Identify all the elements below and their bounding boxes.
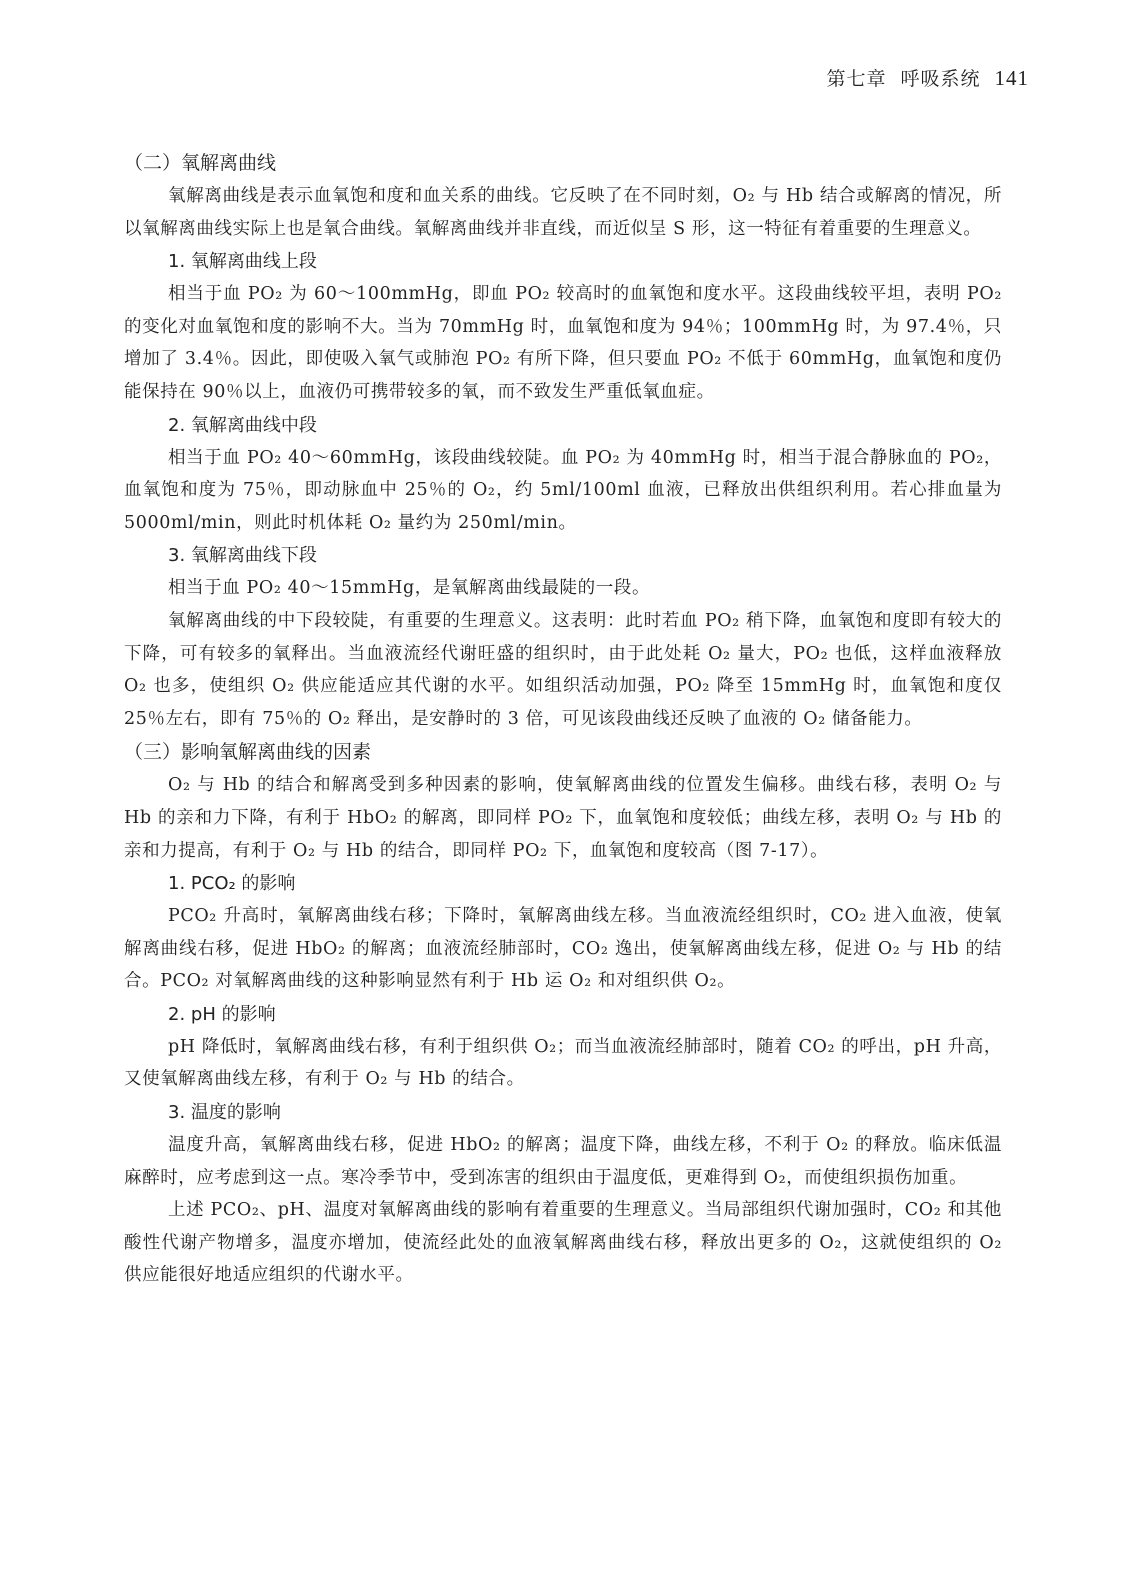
paragraph: 上述 PCO₂、pH、温度对氧解离曲线的影响有着重要的生理意义。当局部组织代谢加强时，CO₂ 和其他酸性代谢产物增多，温度亦增加，使流经此处的血液氧解离曲线右移，释放出更多的 O₂，这就使组织的 O₂ 供应能很好地适应组织的代谢水平。: [124, 1200, 1002, 1286]
page-body: [124, 146, 1002, 1292]
paragraph: PCO₂ 升高时，氧解离曲线右移；下降时，氧解离曲线左移。当血液流经组织时，CO₂ 进入血液，使氧解离曲线右移，促进 HbO₂ 的解离；血液流经肺部时，CO₂ 逸出，使氧解离曲线左移，促进 O₂ 与 Hb 的结合。PCO₂ 对氧解离曲线的这种影响显然有利于 Hb 运 O₂ 和对组织供 O₂。: [124, 906, 1002, 992]
subsection-heading: 3. 温度的影响: [168, 1102, 281, 1124]
running-header: [826, 64, 1029, 91]
subsection-heading: 1. PCO₂ 的影响: [168, 873, 296, 895]
paragraph: 氧解离曲线的中下段较陡，有重要的生理意义。这表明：此时若血 PO₂ 稍下降，血氧饱和度即有较大的下降，可有较多的氧释出。当血液流经代谢旺盛的组织时，由于此处耗 O₂ 量大，PO₂ 也低，这样血液释放 O₂ 也多，使组织 O₂ 供应能适应其代谢的水平。如组织活动加强，PO₂ 降至 15mmHg 时，血氧饱和度仅 25％左右，即有 75％的 O₂ 释出，是安静时的 3 倍，可见该段曲线还反映了血液的 O₂ 储备能力。: [124, 610, 1002, 729]
paragraph: 相当于血 PO₂ 40～15mmHg，是氧解离曲线最陡的一段。: [168, 578, 651, 599]
paragraph: O₂ 与 Hb 的结合和解离受到多种因素的影响，使氧解离曲线的位置发生偏移。曲线右移，表明 O₂ 与 Hb 的亲和力下降，有利于 HbO₂ 的解离，即同样 PO₂ 下，血氧饱和度较低；曲线左移，表明 O₂ 与 Hb 的亲和力提高，有利于 O₂ 与 Hb 的结合，即同样 PO₂ 下，血氧饱和度较高（图 7-17）。: [124, 775, 1002, 861]
paragraph: pH 降低时，氧解离曲线右移，有利于组织供 O₂；而当血液流经肺部时，随着 CO₂ 的呼出，pH 升高，又使氧解离曲线左移，有利于 O₂ 与 Hb 的结合。: [124, 1036, 1002, 1090]
section-heading: （三）影响氧解离曲线的因素: [124, 741, 372, 764]
chapter-label: 第七章: [826, 68, 887, 90]
subsection-heading: 1. 氧解离曲线上段: [168, 251, 317, 273]
section-label: 呼吸系统: [900, 68, 981, 90]
subsection-heading: 3. 氧解离曲线下段: [168, 545, 317, 567]
subsection-heading: 2. 氧解离曲线中段: [168, 414, 317, 436]
page-number: 141: [994, 66, 1029, 90]
paragraph: 氧解离曲线是表示血氧饱和度和血关系的曲线。它反映了在不同时刻，O₂ 与 Hb 结合或解离的情况，所以氧解离曲线实际上也是氧合曲线。氧解离曲线并非直线，而近似呈 S 形，这一特征有着重要的生理意义。: [124, 186, 1002, 239]
paragraph: 相当于血 PO₂ 40～60mmHg，该段曲线较陡。血 PO₂ 为 40mmHg 时，相当于混合静脉血的 PO₂，血氧饱和度为 75％，即动脉血中 25％的 O₂，约 5ml/100ml 血液，已释放出供组织利用。若心排血量为 5000ml/min，则此时机体耗 O₂ 量约为 250ml/min。: [124, 447, 1002, 533]
paragraph: 温度升高，氧解离曲线右移，促进 HbO₂ 的解离；温度下降，曲线左移，不利于 O₂ 的释放。临床低温麻醉时，应考虑到这一点。寒冷季节中，受到冻害的组织由于温度低，更难得到 O₂，而使组织损伤加重。: [124, 1135, 1002, 1188]
paragraph: 相当于血 PO₂ 为 60～100mmHg，即血 PO₂ 较高时的血氧饱和度水平。这段曲线较平坦，表明 PO₂ 的变化对血氧饱和度的影响不大。当为 70mmHg 时，血氧饱和度为 94％；100mmHg 时，为 97.4％，只增加了 3.4％。因此，即使吸入氧气或肺泡 PO₂ 有所下降，但只要血 PO₂ 不低于 60mmHg，血氧饱和度仍能保持在 90％以上，血液仍可携带较多的氧，而不致发生严重低氧血症。: [124, 284, 1002, 402]
subsection-heading: 2. pH 的影响: [168, 1003, 276, 1025]
section-heading: （二）氧解离曲线: [124, 152, 277, 174]
